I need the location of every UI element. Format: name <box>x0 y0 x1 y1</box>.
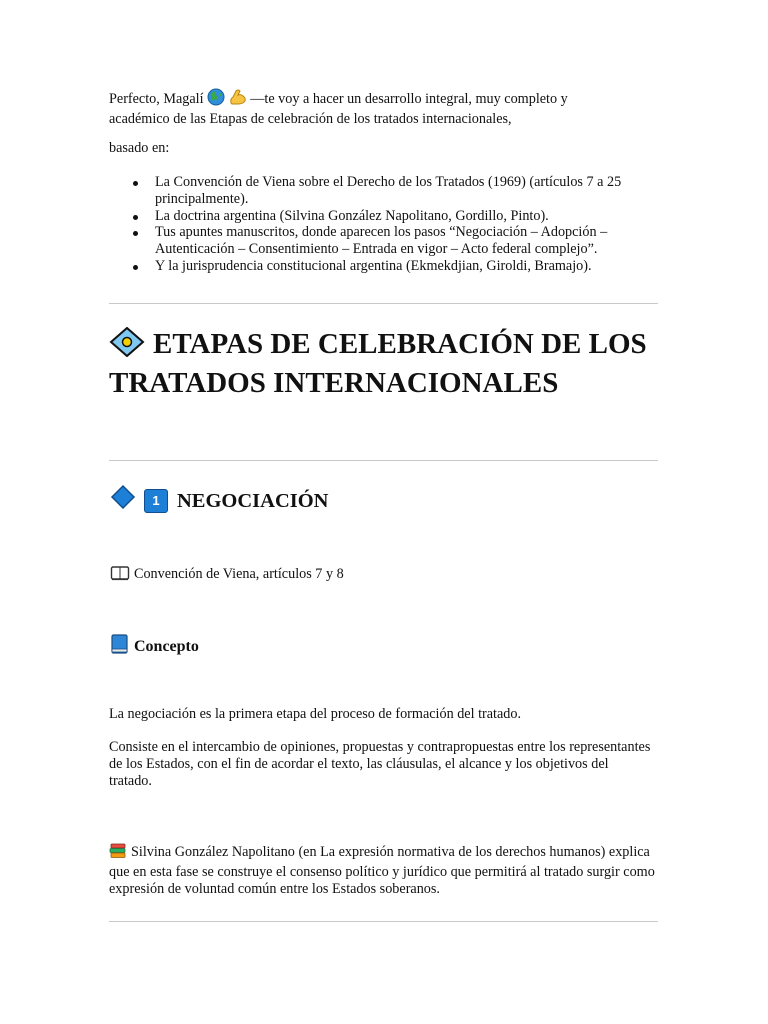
blue-book-icon <box>110 634 129 660</box>
paragraph: Silvina González Napolitano (en La expresión normativa de los derechos humanos) explica que en esta fase se construye el consenso político y jurídico que permitirá al tratado surgir como expresión de voluntad común entre los Estados soberanos. <box>109 844 655 897</box>
keycap-1-icon: 1 <box>144 489 168 513</box>
intro-line-1: Perfecto, Magalí —te voy a hacer un desarrollo integral, muy completo y <box>109 88 661 111</box>
intro-paragraph <box>109 88 661 128</box>
list-item: La doctrina argentina (Silvina González Napolitano, Gordillo, Pinto). <box>109 208 661 225</box>
source-line: Convención de Viena, artículos 7 y 8 <box>110 565 344 586</box>
open-book-icon <box>110 565 130 586</box>
list-item: La Convención de Viena sobre el Derecho de los Tratados (1969) (artículos 7 a 25 principalmente). <box>109 174 661 208</box>
diamond-with-dot-icon <box>109 327 145 366</box>
divider <box>109 460 658 461</box>
intro-line-2: académico de las Etapas de celebración de los tratados internacionales, <box>109 110 512 127</box>
bullet-dot <box>133 181 138 186</box>
globe-icon <box>207 88 225 111</box>
divider <box>109 921 658 922</box>
list-item: Y la jurisprudencia constitucional argentina (Ekmekdjian, Giroldi, Bramajo). <box>109 258 661 275</box>
flexed-biceps-icon <box>229 88 247 111</box>
blue-diamond-icon <box>110 484 136 517</box>
bullet-dot <box>133 265 138 270</box>
page-title: ETAPAS DE CELEBRACIÓN DE LOS TRATADOS INTERNACIONALES <box>109 328 647 399</box>
paragraph: La negociación es la primera etapa del proceso de formación del tratado. <box>109 706 522 722</box>
bullet-dot <box>133 231 138 236</box>
basado-en-label: basado en: <box>109 140 170 156</box>
list-item: Tus apuntes manuscritos, donde aparecen los pasos “Negociación – Adopción – Autenticación – Consentimiento – Entrada en vigor – Acto federal complejo”. <box>109 224 661 258</box>
paragraph: Consiste en el intercambio de opiniones, propuestas y contrapropuestas entre los representantes de los Estados, con el fin de acordar el texto, las cláusulas, el alcance y los objetivos del tratado. <box>109 739 651 789</box>
bullet-dot <box>133 215 138 220</box>
sources-list <box>109 174 661 275</box>
concept-heading: Concepto <box>110 634 199 660</box>
books-icon <box>109 843 127 864</box>
divider <box>109 303 658 304</box>
section-heading-negociacion: 1 NEGOCIACIÓN <box>110 484 329 517</box>
